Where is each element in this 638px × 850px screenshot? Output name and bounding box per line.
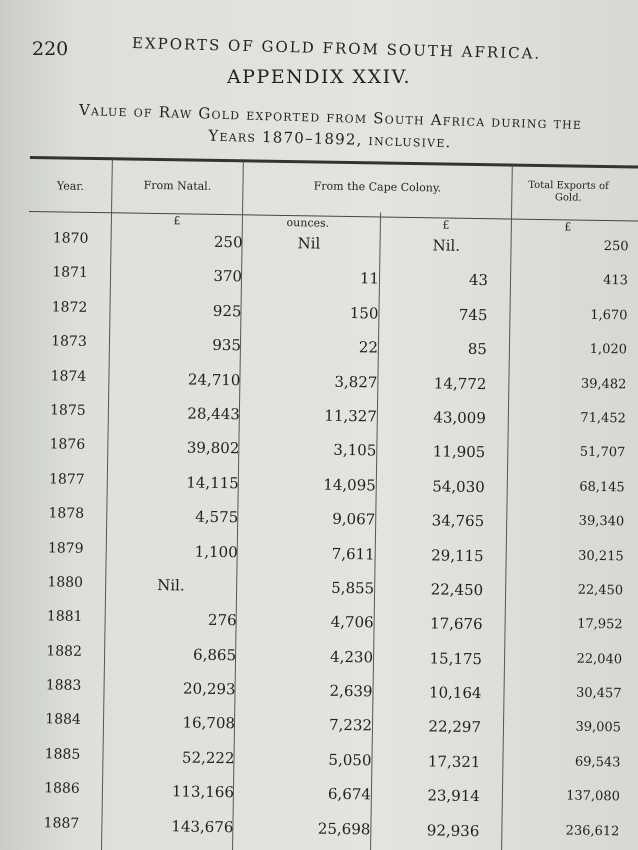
cell-year: 1886: [44, 780, 80, 798]
cell-total: 1,670: [590, 307, 628, 324]
cell-natal: 276: [207, 611, 237, 630]
cell-year: 1881: [46, 608, 83, 626]
cell-total: 39,482: [580, 376, 627, 392]
cell-total: 30,215: [578, 548, 624, 564]
cell-ounces: 5,050: [328, 750, 372, 770]
cell-natal: 24,710: [187, 370, 241, 389]
caption-line-1: Value of Raw Gold exported from South Africa during the: [78, 100, 583, 133]
cell-ounces: 7,232: [328, 716, 373, 735]
cell-natal: 52,222: [181, 748, 235, 768]
cell-pounds: 14,772: [433, 373, 487, 393]
cell-ounces: 22: [358, 338, 379, 357]
cell-ounces: 11: [359, 269, 380, 288]
gold-exports-table: [19, 150, 638, 850]
header-cape-colony: From the Cape Colony.: [313, 179, 442, 195]
cell-natal: 6,865: [193, 645, 237, 664]
cell-total: 51,707: [579, 445, 626, 461]
cell-year: 1879: [47, 539, 84, 557]
cell-pounds: 17,676: [429, 614, 483, 634]
cell-total: 413: [603, 273, 629, 289]
cell-year: 1882: [46, 643, 83, 660]
cell-year: 1875: [49, 402, 86, 419]
cell-natal: 20,293: [182, 679, 236, 699]
unit-pounds: £: [442, 218, 450, 232]
header-natal: From Natal.: [143, 178, 212, 193]
cell-pounds: 15,175: [429, 649, 483, 668]
cell-pounds: 92,936: [426, 820, 480, 840]
cell-total: 250: [603, 239, 629, 255]
cell-natal: 113,166: [171, 782, 235, 802]
cell-pounds: 43: [468, 271, 489, 290]
cell-pounds: Nil.: [432, 236, 461, 255]
table-caption: [45, 98, 616, 158]
cell-year: 1872: [51, 299, 88, 316]
cell-year: 1877: [48, 471, 85, 488]
cell-ounces: 11,327: [324, 406, 377, 426]
cell-pounds: 11,905: [432, 442, 486, 462]
cell-total: 69,543: [574, 754, 621, 771]
cell-ounces: 4,230: [329, 647, 374, 667]
cell-year: 1883: [45, 677, 82, 694]
unit-ounces: ounces.: [286, 216, 330, 230]
cell-ounces: 25,698: [317, 819, 371, 839]
cell-total: 22,450: [577, 582, 624, 599]
cell-year: 1880: [47, 574, 84, 591]
cell-pounds: 85: [467, 340, 488, 359]
cell-ounces: 2,639: [329, 681, 373, 701]
cell-ounces: 5,855: [331, 578, 375, 598]
header-year: Year.: [56, 179, 84, 193]
cell-natal: 28,443: [187, 404, 241, 424]
cell-total: 68,145: [579, 479, 625, 496]
cell-natal: 143,676: [171, 816, 234, 836]
table-top-rule: [30, 156, 638, 169]
cell-natal: 1,100: [194, 542, 238, 561]
cell-total: 22,040: [576, 651, 623, 668]
cell-pounds: 745: [458, 305, 488, 324]
cell-total: 30,457: [575, 685, 622, 702]
cell-ounces: 6,674: [327, 785, 372, 804]
cell-natal: 39,802: [186, 438, 240, 458]
cell-total: 39,340: [578, 513, 625, 530]
table-body: [19, 230, 638, 850]
unit-natal: £: [173, 214, 181, 228]
unit-total: £: [564, 220, 572, 234]
cell-ounces: 9,067: [332, 509, 376, 529]
cell-natal: 935: [212, 336, 242, 355]
header-total-exports: Total Exports of Gold.: [528, 179, 609, 204]
cell-total: 137,080: [566, 788, 621, 805]
cell-pounds: 22,450: [430, 580, 484, 600]
caption-line-2: Years 1870–1892, inclusive.: [208, 126, 452, 152]
cell-ounces: 7,611: [331, 544, 375, 563]
cell-ounces: 4,706: [330, 613, 374, 632]
cell-natal: 14,115: [186, 473, 239, 493]
page-header: [32, 28, 608, 63]
appendix-title: APPENDIX XXIV.: [226, 66, 412, 88]
cell-total: 236,612: [565, 823, 620, 839]
cell-pounds: 23,914: [427, 786, 481, 806]
cell-natal: 370: [213, 267, 243, 286]
cell-total: 17,952: [576, 616, 623, 633]
cell-year: 1876: [49, 436, 86, 454]
cell-ounces: 14,095: [323, 475, 376, 495]
cell-pounds: 17,321: [427, 752, 481, 772]
cell-natal: 925: [212, 301, 242, 321]
cell-ounces: 3,827: [334, 372, 378, 392]
cell-year: 1884: [45, 711, 81, 729]
cell-total: 39,005: [575, 720, 622, 736]
cell-ounces: 150: [349, 303, 379, 323]
cell-total: 71,452: [580, 410, 626, 427]
cell-pounds: 10,164: [428, 683, 482, 703]
cell-ounces: Nil: [297, 234, 321, 253]
cell-natal: 4,575: [195, 507, 239, 527]
cell-natal: 16,708: [182, 713, 236, 733]
cell-pounds: 54,030: [432, 477, 485, 496]
page-number: 220: [32, 38, 69, 60]
running-title: EXPORTS OF GOLD FROM SOUTH AFRICA.: [131, 34, 542, 63]
cell-natal: 250: [213, 232, 243, 252]
cell-pounds: 43,009: [433, 408, 486, 428]
cell-year: 1871: [52, 264, 89, 282]
cell-year: 1874: [50, 367, 87, 385]
cell-year: 1885: [44, 746, 81, 763]
cell-year: 1870: [52, 230, 89, 247]
cell-total: 1,020: [589, 341, 628, 358]
cell-ounces: 3,105: [333, 441, 377, 460]
cell-pounds: 34,765: [431, 511, 485, 531]
cell-year: 1873: [51, 333, 87, 351]
cell-year: 1878: [48, 505, 85, 523]
cell-natal: Nil.: [157, 575, 185, 595]
cell-pounds: 22,297: [428, 717, 482, 737]
cell-pounds: 29,115: [431, 545, 484, 565]
cell-year: 1887: [43, 814, 80, 832]
